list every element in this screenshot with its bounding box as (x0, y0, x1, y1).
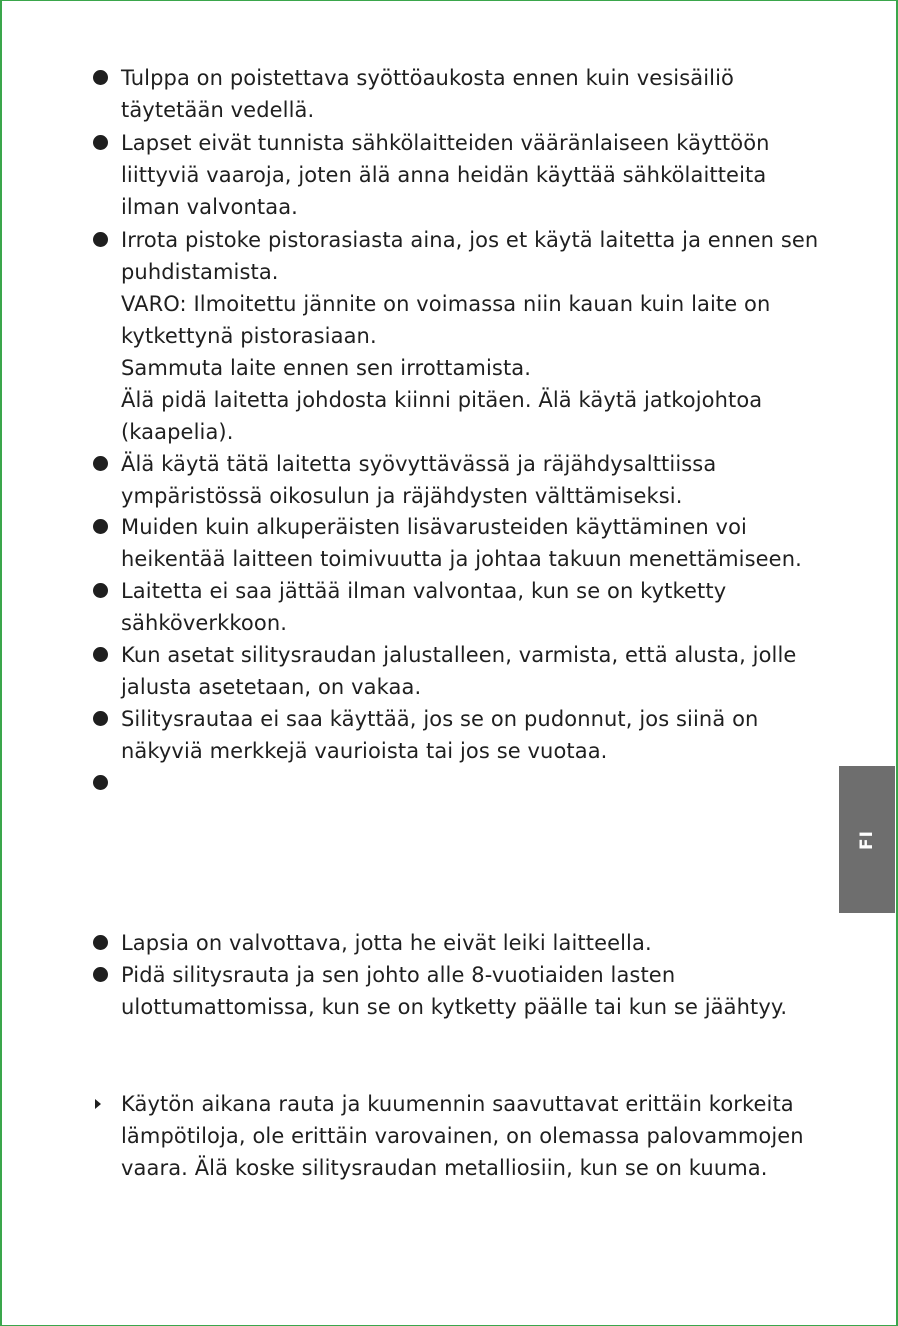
item-text-line: VARO: Ilmoitettu jännite on voimassa niin kauan kuin laite on (121, 292, 771, 316)
language-tab-label: FI (857, 829, 877, 850)
item-text-line: Lapset eivät tunnista sähkölaitteiden vääränlaiseen käyttöön (121, 131, 770, 155)
item-text-line: Älä käytä tätä laitetta syövyttävässä ja räjähdysalttiissa (121, 452, 717, 476)
item-text-line: ilman valvontaa. (121, 195, 298, 219)
warning-text-line: Käytön aikana rauta ja kuumennin saavuttavat erittäin korkeita (121, 1092, 794, 1116)
bullet-icon (93, 519, 108, 534)
item-text-line: Älä pidä laitetta johdosta kiinni pitäen. Älä käytä jatkojohtoa (121, 388, 763, 412)
list-item (121, 127, 841, 223)
bullet-icon (93, 232, 108, 247)
bullet-icon (93, 935, 108, 950)
bullet-icon (93, 70, 108, 85)
item-text-line: jalusta asetetaan, on vakaa. (121, 675, 422, 699)
list-item (121, 224, 841, 448)
item-text-line: kytkettynä pistorasiaan. (121, 324, 377, 348)
warning-paragraph (121, 1088, 841, 1184)
language-tab (839, 766, 895, 913)
item-text-line: Silitysrautaa ei saa käyttää, jos se on pudonnut, jos siinä on (121, 707, 759, 731)
item-text-line: ulottumattomissa, kun se on kytketty päälle tai kun se jäähtyy. (121, 995, 788, 1019)
item-text-line: näkyviä merkkejä vaurioista tai jos se vuotaa. (121, 739, 608, 763)
warning-text-line: vaara. Älä koske silitysraudan metalliosiin, kun se on kuuma. (121, 1156, 768, 1180)
item-text-line: Laitetta ei saa jättää ilman valvontaa, kun se on kytketty (121, 579, 727, 603)
bullet-icon (93, 647, 108, 662)
list-item (121, 511, 841, 575)
bullet-icon (93, 711, 108, 726)
item-text-line: Muiden kuin alkuperäisten lisävarusteiden käyttäminen voi (121, 515, 747, 539)
item-text-line: Lapsia on valvottava, jotta he eivät leiki laitteella. (121, 931, 652, 955)
item-text-line: heikentää laitteen toimivuutta ja johtaa takuun menettämiseen. (121, 547, 802, 571)
list-item (121, 639, 841, 703)
list-item (121, 703, 841, 767)
bullet-icon (93, 456, 108, 471)
list-item (121, 959, 841, 1023)
list-item (121, 927, 841, 959)
item-text-line: ympäristössä oikosulun ja räjähdysten välttämiseksi. (121, 484, 683, 508)
bullet-icon (93, 775, 108, 790)
item-text-line: sähköverkkoon. (121, 611, 288, 635)
item-text-line: Pidä silitysrauta ja sen johto alle 8-vuotiaiden lasten (121, 963, 676, 987)
warning-text-line: lämpötiloja, ole erittäin varovainen, on olemassa palovammojen (121, 1124, 804, 1148)
bullet-icon (93, 967, 108, 982)
item-text-line: puhdistamista. (121, 260, 279, 284)
item-text-line: täytetään vedellä. (121, 98, 315, 122)
item-text-line: Tulppa on poistettava syöttöaukosta ennen kuin vesisäiliö (121, 66, 734, 90)
item-text-line: Kun asetat silitysraudan jalustalleen, varmista, että alusta, jolle (121, 643, 797, 667)
bullet-icon (93, 583, 108, 598)
item-text-line: Sammuta laite ennen sen irrottamista. (121, 356, 532, 380)
bullet-icon (93, 135, 108, 150)
arrow-marker-icon (95, 1099, 101, 1109)
list-item (121, 448, 841, 512)
item-text-line: liittyviä vaaroja, joten älä anna heidän käyttää sähkölaitteita (121, 163, 767, 187)
list-item (121, 575, 841, 639)
item-text-line: (kaapelia). (121, 420, 234, 444)
item-text-line: Irrota pistoke pistorasiasta aina, jos et käytä laitetta ja ennen sen (121, 228, 819, 252)
list-item (121, 62, 841, 126)
